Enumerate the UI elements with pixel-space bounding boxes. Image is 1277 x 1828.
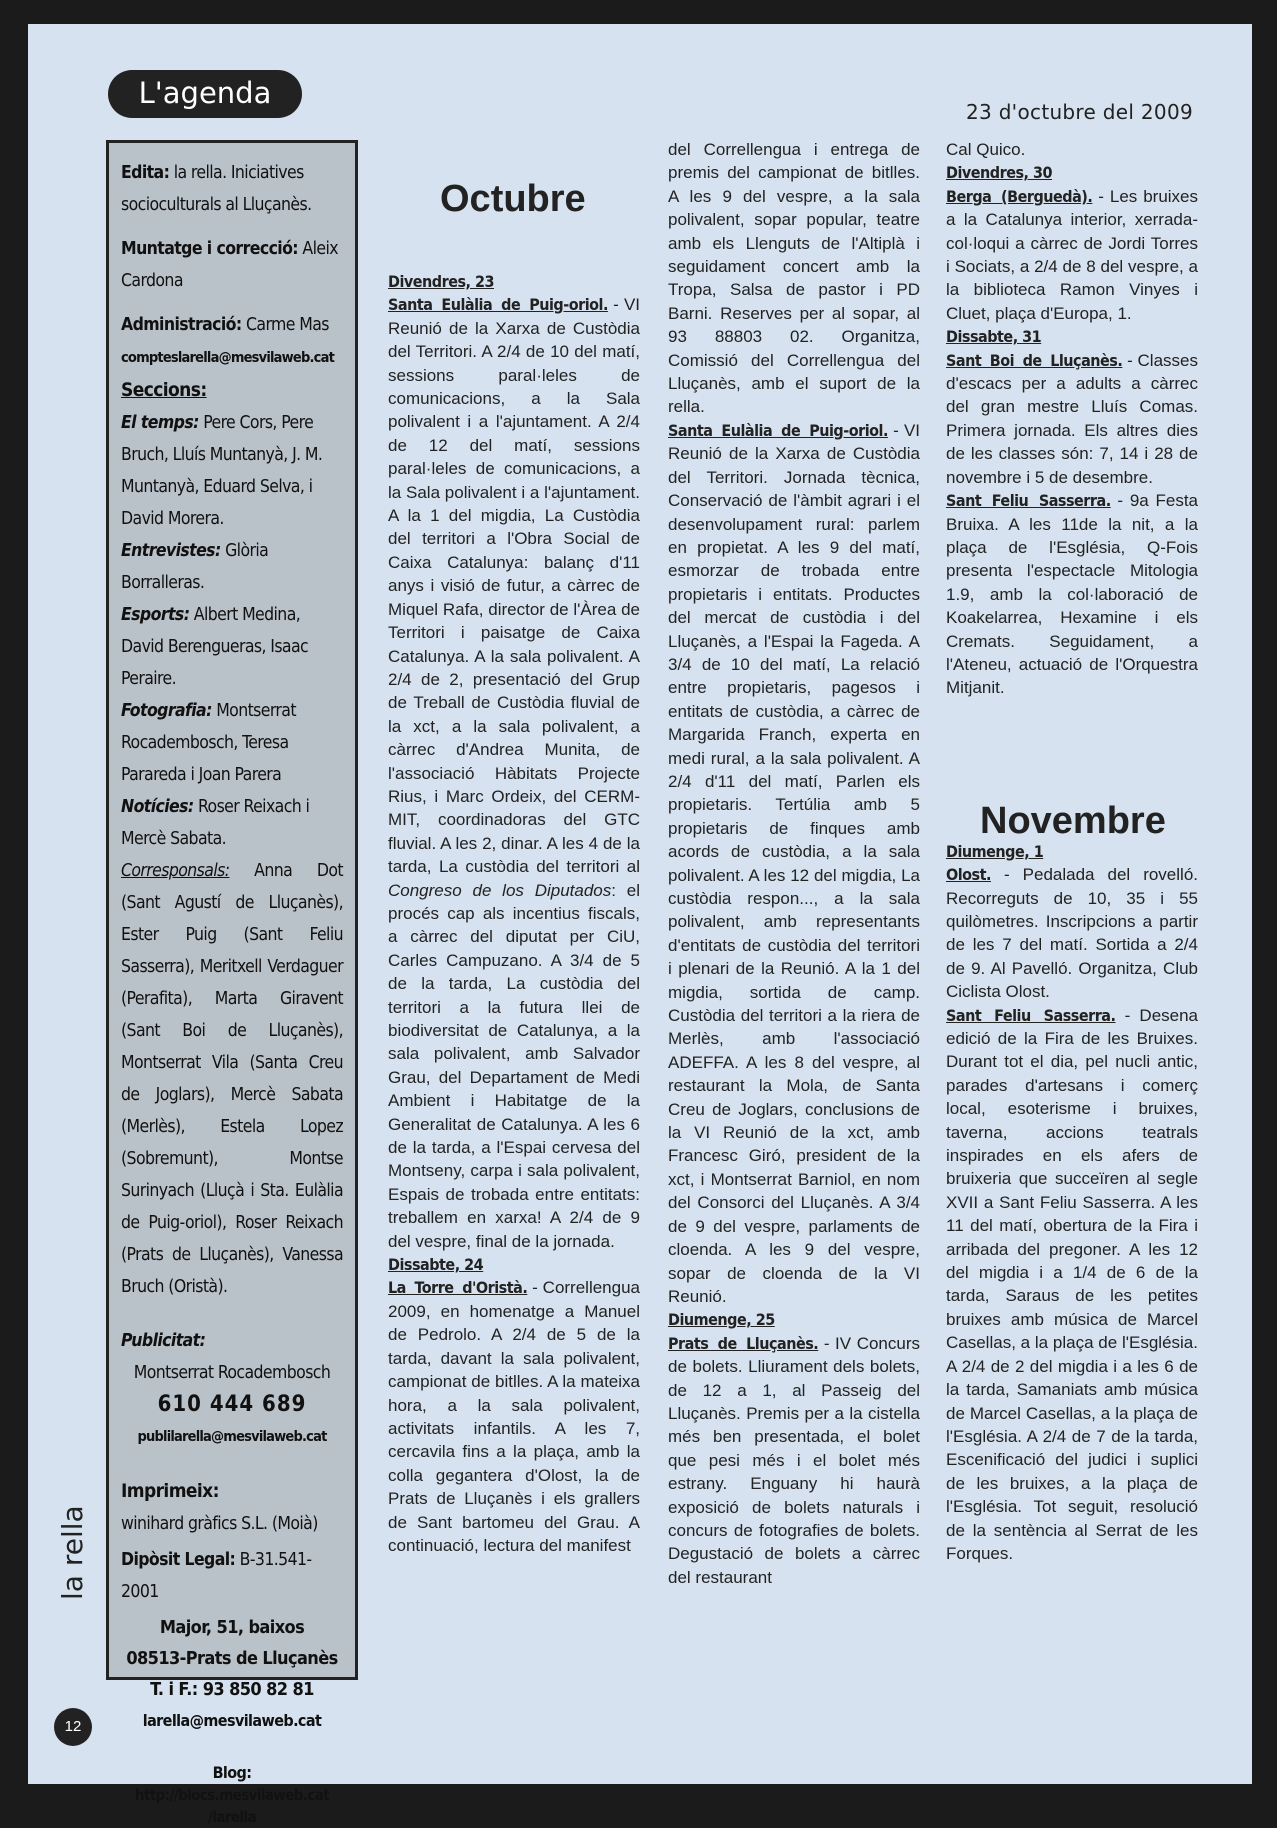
agenda-entry: Sant Feliu Sasserra. - 9a Festa Bruixa. A les 11de la nit, a la plaça de l'Església, Q-Fois presenta l'espectacle Mitologia 1.9, amb la col·laboració de Koakelarrea, Hexamine i els Cremats. Seguidament, a l'Ateneu, actuació de l'Orquestra Mitjanit. [946,491,1198,698]
credit-corresponsals: Corresponsals: Anna Dot (Sant Agustí de Lluçanès), Ester Puig (Sant Feliu Sasserra), Meritxell Verdaguer (Perafita), Marta Giravent (Sant Boi de Lluçanès), Montserrat Vila (Santa Creu de Joglars), Mercè Sabata (Merlès), Estela Lopez (Sobremunt), Montse Surinyach (Lluçà i Sta. Eulàlia de Puig-oriol), Roser Reixach (Prats de Lluçanès), Vanessa Bruch (Oristà). [121,861,343,1297]
credit-imprimeix: Imprimeix: winihard gràfics S.L. (Moià) [121,1480,318,1534]
credits-box [106,140,358,1826]
day-heading: Diumenge, 25 [668,1310,775,1330]
credit-fotografia: Fotografia: Montserrat Rocadembosch, Teresa Parareda i Joan Parera [121,701,296,785]
section-tab: L'agenda [108,70,302,118]
credit-publicitat: Publicitat: Montserrat Rocadembosch 610 444 689 publilarella@mesvilaweb.cat [121,1325,343,1453]
credit-muntatge: Muntatge i correcció: Aleix Cardona [121,239,338,291]
credit-eltemps: El temps: Pere Cors, Pere Bruch, Lluís Muntanyà, J. M. Muntanyà, Eduard Selva, i David Morera. [121,413,323,529]
agenda-entry: Prats de Lluçanès. - IV Concurs de bolets. Lliurament dels bolets, de 12 a 1, al Passeig del Lluçanès. Premis per a la cistella més ben presentada, el bolet que pesi més i el bolet més estrany. Enguany hi haurà exposició de bolets naturals i concurs de fotografies de bolets. Degustació de bolets a càrrec del restaurant [668,1333,920,1587]
credit-edita: Edita: la rella. Iniciatives socioculturals al Lluçanès. [121,163,312,215]
day-heading: Diumenge, 1 [946,841,1044,861]
issue-date: 23 d'octubre del 2009 [965,100,1193,124]
vertical-magazine-title: la rella [56,1505,89,1600]
agenda-entry: Santa Eulàlia de Puig-oriol. - VI Reunió de la Xarxa de Custòdia del Territori. Jornada tècnica, Conservació de l'àmbit agrari i el desenvolupament rural: parlem en propietat. A les 9 del matí, esmorzar de trobada entre propietaris i entitats. Productes del mercat de custòdia i del Lluçanès, a l'Espai la Fageda. A 3/4 de 10 del matí, La relació entre propietaris, pagesos i entitats de custòdia, a càrrec de Margarida Franch, experta en medi rural, a la sala polivalent. A 2/4 d'11 del matí, Parlen els propietaris. Tertúlia amb 5 propietaris de finques amb acords de custòdia, a la sala polivalent. A les 12 del migdia, La custòdia respon..., a la sala polivalent, amb representants d'entitats de custòdia del territori i plenari de la Reunió. A la 1 del migdia, sortida de camp. Custòdia del territori a la riera de Merlès, amb l'associació ADEFFA. A les 8 del vespre, al restaurant la Mola, de Santa Creu de Joglars, conclusions de la VI Reunió de la xct, amb Francesc Giró, president de la xct, i Montserrat Barniol, en nom del Consorci del Lluçanès. A 3/4 de 9 del vespre, parlaments de cloenda. A les 9 del vespre, sopar de cloenda de la VI Reunió. [668,420,921,1306]
day-heading: Dissabte, 24 [388,1255,484,1275]
agenda-entry-continued: Cal Quico. [946,140,1026,159]
credit-seccions: Seccions: [121,379,207,401]
credit-esports: Esports: Albert Medina, David Berengueras, Isaac Peraire. [121,605,309,689]
day-heading: Divendres, 30 [946,163,1053,183]
credit-administracio: Administració: Carme Mas compteslarella@mesvilaweb.cat [121,315,335,366]
blog-url[interactable]: http://blocs.mesvilaweb.cat [134,1786,330,1804]
publicitat-email[interactable]: publilarella@mesvilaweb.cat [137,1429,327,1445]
address-block: Major, 51, baixos 08513-Prats de Lluçanès T. i F.: 93 850 82 81 larella@mesvilaweb.cat [121,1612,343,1736]
agenda-entry: Sant Boi de Lluçanès. - Classes d'escacs per a adults a càrrec del gran mestre Lluís Comas. Primera jornada. Els altres dies de les classes són: 7, 14 i 28 de novembre i 5 de desembre. [946,350,1198,487]
credit-noticies: Notícies: Roser Reixach i Mercè Sabata. [121,797,310,849]
agenda-entry: Berga (Berguedà). - Les bruixes a la Catalunya interior, xerrada-col·loqui a càrrec de Jordi Torres i Sociats, a 2/4 de 8 del vespre, a la biblioteca Ramon Vinyes i Cluet, plaça d'Europa, 1. [946,186,1198,323]
credit-diposit: Dipòsit Legal: B-31.541-2001 [121,1550,312,1602]
agenda-entry-continued: del Correllengua i entrega de premis del campionat de bitlles. A les 9 del vespre, a la sala polivalent, sopar popular, teatre amb els Llenguts de l'Altiplà i seguidament concert amb la Tropa, Salsa de pastor i PD Barni. Reserves per al sopar, al 93 88803 02. Organitza, Comissió del Correllengua del Lluçanès, amb el suport de la rella. [668,140,920,417]
day-heading: Dissabte, 31 [946,327,1042,347]
publicitat-phone: 610 444 689 [157,1392,307,1417]
contact-email[interactable]: larella@mesvilaweb.cat [142,1711,322,1730]
page-number: 12 [54,1708,92,1746]
month-heading-octubre: Octubre [440,178,586,220]
agenda-entry: Olost. - Pedalada del rovelló. Recorreguts de 10, 35 i 55 quilòmetres. Inscripcions a partir de les 7 del matí. Sortida a 2/4 de 9. Al Pavelló. Organitza, Club Ciclista Olost. [946,865,1198,1002]
agenda-column-1 [388,270,640,1557]
month-heading-novembre: Novembre [980,800,1166,842]
credit-entrevistes: Entrevistes: Glòria Borralleras. [121,541,269,593]
agenda-entry: Santa Eulàlia de Puig-oriol. - VI Reunió de la Xarxa de Custòdia del Territori. A 2/4 de 10 del matí, sessions paral·leles de comunicacions, a la Sala polivalent i a l'ajuntament. A 2/4 de 12 del matí, sessions paral·leles de comunicacions, a la Sala polivalent i a l'ajuntament. A la 1 del migdia, La Custòdia del territori a l'Obra Social de Caixa Catalunya: balanç d'11 anys i visió de futur, a càrrec de Miquel Rafa, director de l'Àrea de Territori i paisatge de Caixa Catalunya. A la sala polivalent. A 2/4 de 2, presentació del Grup de Treball de Custòdia fluvial de la xct, a la sala polivalent, a càrrec d'Andrea Munita, de l'associació Hàbitats Projecte Rius, i Marc Ordeix, del CERM-MIT, coordinadoras del GTC fluvial. A les 2, dinar. A les 4 de la tarda, La custòdia del territori al Congreso de los Diputados: el procés cap als incentius fiscals, a càrrec del diputat per CiU, Carles Campuzano. A 3/4 de 5 de la tarda, La custòdia del territori a la futura llei de biodiversitat de Catalunya, a la sala polivalent, amb Salvador Grau, del Departament de Medi Ambient i Habitatge de la Generalitat de Catalunya. A les 6 de la tarda, a l'Espai cervesa del Montseny, carpa i sala polivalent, Espais de trobada entre entitats: treballem en xarxa! A 2/4 de 9 del vespre, final de la jornada. [388,295,641,1251]
blog-block: Blog: http://blocs.mesvilaweb.cat /larella [121,1762,343,1828]
day-heading: Divendres, 23 [388,272,495,291]
administracio-email[interactable]: compteslarella@mesvilaweb.cat [121,350,335,366]
agenda-entry: Sant Feliu Sasserra. - Desena edició de la Fira de les Bruixes. Durant tot el dia, pel nucli antic, parades d'artesans i comerç local, esoterisme i bruixes, taverna, accions teatrals inspirades en els afers de bruixeria que succeïren al segle XVII a Sant Feliu Sasserra. A les 11 del matí, obertura de la Fira i arribada del pregoner. A les 12 del migdia i a 1/4 de 6 de la tarda, Saraus de les petites bruixes amb música de Marcel Casellas, a la plaça de l'Església. A 2/4 de 2 del migdia i a les 6 de la tarda, Samaniats amb música de Marcel Casellas, a la plaça de l'Església. A 2/4 de 7 de la tarda, Escenificació del judici i suplici de les bruixes, a la plaça de l'Església. Tot seguit, resolució de la sentència al Serrat de les Forques. [946,1005,1199,1563]
agenda-entry: La Torre d'Oristà. - Correllengua 2009, en homenatge a Manuel de Pedrolo. A 2/4 de 5 de la tarda, davant la sala polivalent, campionat de bitlles. A la mateixa hora, a la sala polivalent, activitats infantils. A les 7, cercavila fins a la plaça, amb la colla gegantera d'Olost, la de Prats de Lluçanès i els grallers de Sant bartomeu del Grau. A continuació, lectura del manifest [388,1278,640,1555]
agenda-column-2 [668,138,920,1589]
agenda-column-3 [946,138,1198,1565]
